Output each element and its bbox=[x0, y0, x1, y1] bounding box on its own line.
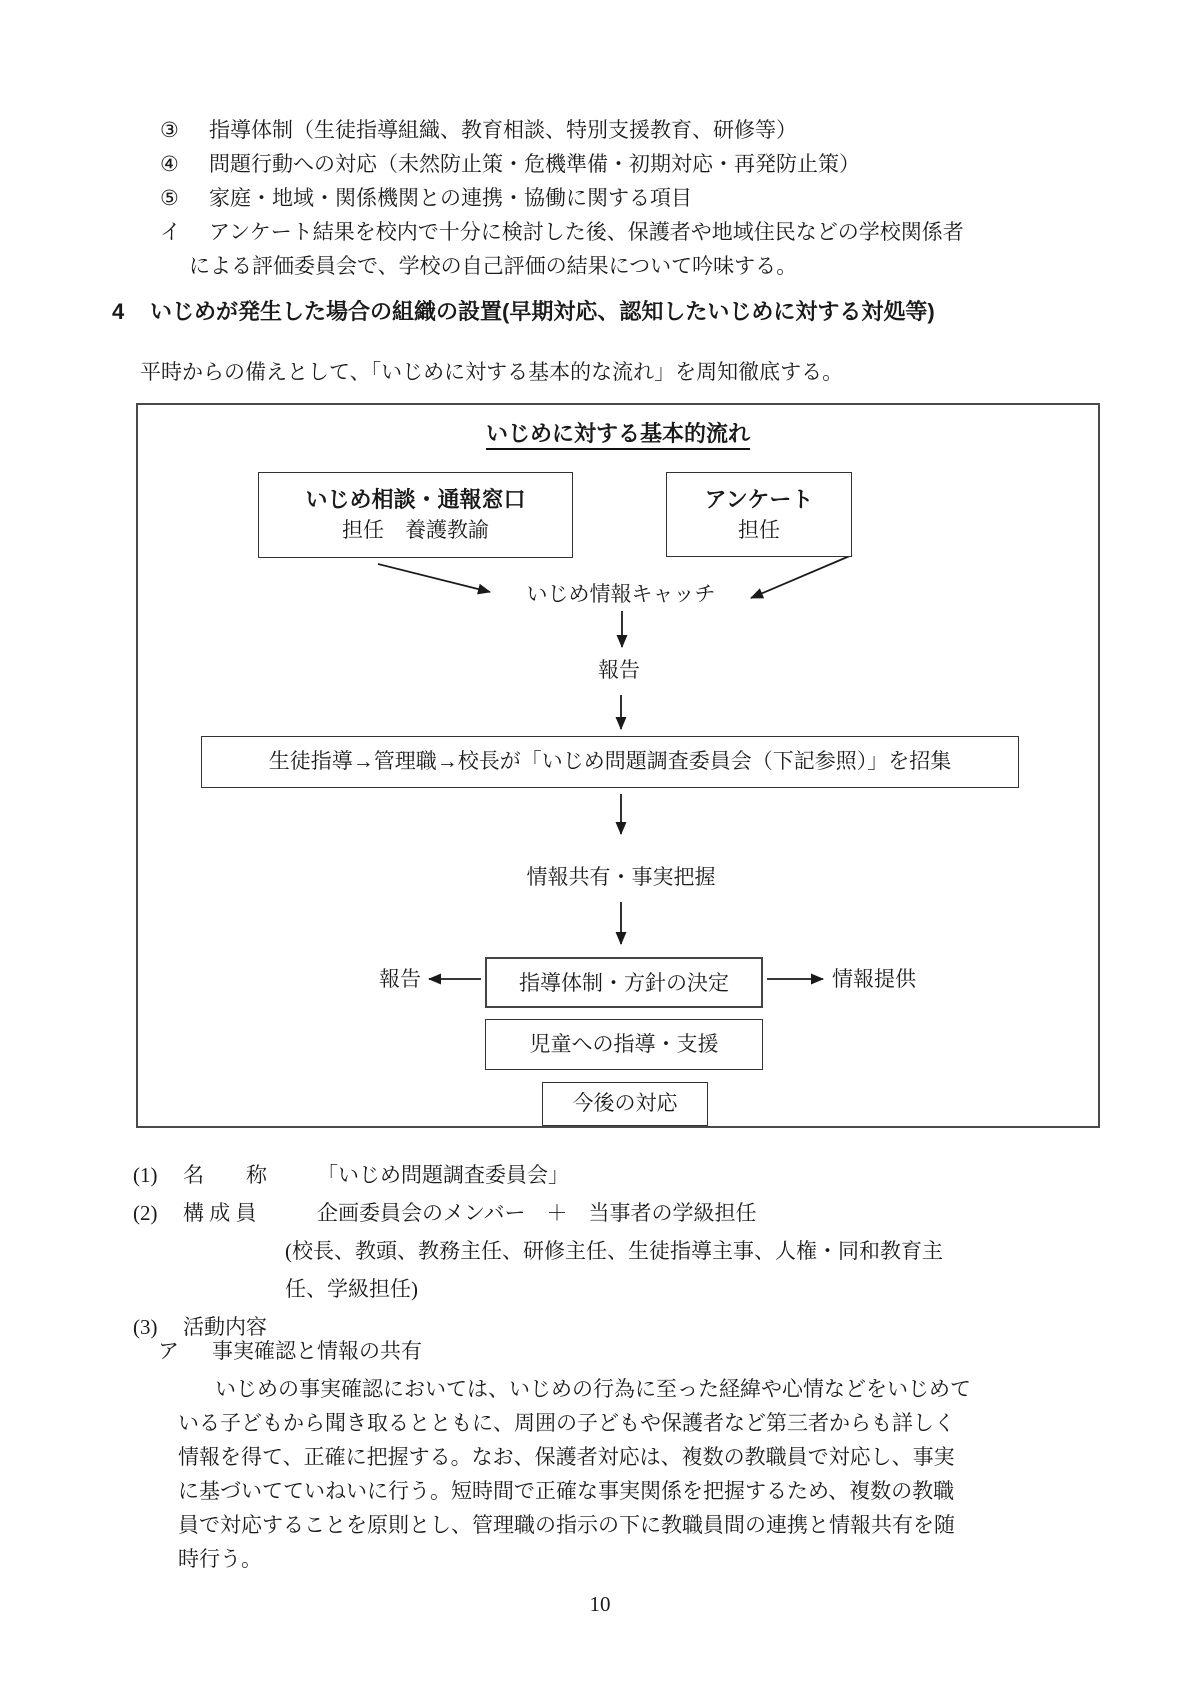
list-text: による評価委員会で、学校の自己評価の結果について吟味する。 bbox=[189, 254, 798, 278]
committee-item-2-continuation bbox=[133, 1270, 1093, 1308]
item-marker: (3) bbox=[133, 1315, 158, 1339]
item-text: (校長、教頭、教務主任、研修主任、生徒指導主事、人権・同和教育主 bbox=[285, 1239, 943, 1263]
paragraph-line: に基づいてていねいに行う。短時間で正確な事実関係を把握するため、複数の教職 bbox=[178, 1479, 955, 1503]
consult-box-title: いじめ相談・通報窓口 bbox=[305, 487, 526, 512]
convene-box: 生徒指導→管理職→校長が「いじめ問題調査委員会（下記参照）」を招集 bbox=[201, 736, 1019, 788]
paragraph-line: いじめの事実確認においては、いじめの行為に至った経緯や心情などをいじめて bbox=[215, 1377, 971, 1401]
guidance-support-box: 児童への指導・支援 bbox=[485, 1019, 763, 1070]
list-marker: ⑤ bbox=[160, 186, 179, 210]
decision-box: 指導体制・方針の決定 bbox=[485, 957, 763, 1008]
sub-item-marker: ア bbox=[158, 1339, 179, 1363]
flowchart-title: いじめに対する基本的流れ bbox=[138, 417, 1098, 448]
item-text: 「いじめ問題調査委員会」 bbox=[317, 1163, 569, 1187]
body-paragraph bbox=[178, 1372, 1048, 1576]
item-marker: (2) bbox=[133, 1201, 158, 1225]
list-item bbox=[160, 147, 1100, 181]
report-label: 報告 bbox=[598, 658, 640, 682]
section-lead: 平時からの備えとして、「いじめに対する基本的な流れ」を周知徹底する。 bbox=[140, 360, 844, 384]
list-text: アンケート結果を校内で十分に検討した後、保護者や地域住民などの学校関係者 bbox=[209, 220, 964, 244]
section-4 bbox=[112, 296, 1102, 386]
report-left-label: 報告 bbox=[379, 967, 421, 991]
item-text: 企画委員会のメンバー ＋ 当事者の学級担任 bbox=[317, 1201, 757, 1225]
list-item bbox=[160, 113, 1100, 147]
item-label: 名 称 bbox=[183, 1163, 267, 1187]
section-title: いじめが発生した場合の組織の設置(早期対応、認知したいじめに対する対処等) bbox=[150, 299, 935, 324]
item-text: 任、学級担任) bbox=[285, 1277, 418, 1301]
committee-details bbox=[133, 1156, 1093, 1346]
section-heading bbox=[112, 296, 1102, 328]
paragraph-line: 員で対応することを原則とし、管理職の指示の下に教職員間の連携と情報共有を随 bbox=[178, 1513, 955, 1537]
item-label: 活動内容 bbox=[183, 1315, 267, 1339]
page-number: 10 bbox=[589, 1592, 611, 1616]
list-item bbox=[160, 215, 1100, 249]
committee-item-2 bbox=[133, 1194, 1093, 1232]
list-item bbox=[160, 181, 1100, 215]
consult-report-box bbox=[258, 472, 573, 558]
committee-item-2-continuation bbox=[133, 1232, 1093, 1270]
paragraph-line: いる子どもから聞き取るとともに、周囲の子どもや保護者など第三者からも詳しく bbox=[178, 1411, 955, 1435]
item-label: 構 成 員 bbox=[183, 1201, 257, 1225]
list-marker: ④ bbox=[160, 152, 179, 176]
paragraph-line: 情報を得て、正確に把握する。なお、保護者対応は、複数の教職員で対応し、事実 bbox=[178, 1445, 955, 1469]
paragraph-line: 時行う。 bbox=[178, 1547, 262, 1571]
info-provide-label: 情報提供 bbox=[832, 967, 916, 991]
list-text: 指導体制（生徒指導組織、教育相談、特別支援教育、研修等） bbox=[209, 118, 797, 142]
survey-box-title: アンケート bbox=[704, 487, 814, 512]
survey-box bbox=[666, 472, 852, 557]
section-number: 4 bbox=[112, 299, 125, 324]
list-text: 家庭・地域・関係機関との連携・協働に関する項目 bbox=[209, 186, 692, 210]
list-item-continuation bbox=[160, 249, 1100, 283]
top-list bbox=[160, 113, 1100, 283]
future-response-box: 今後の対応 bbox=[542, 1082, 708, 1126]
item-marker: (1) bbox=[133, 1163, 158, 1187]
catch-label: いじめ情報キャッチ bbox=[526, 582, 716, 606]
list-marker: ③ bbox=[160, 118, 179, 142]
share-facts-label: 情報共有・事実把握 bbox=[526, 865, 716, 889]
list-text: 問題行動への対応（未然防止策・危機準備・初期対応・再発防止策） bbox=[209, 152, 860, 176]
survey-box-sub: 担任 bbox=[738, 518, 780, 542]
committee-item-1 bbox=[133, 1156, 1093, 1194]
flowchart-frame bbox=[136, 403, 1100, 1128]
consult-box-sub: 担任 養護教諭 bbox=[342, 518, 489, 542]
sub-item-title: 事実確認と情報の共有 bbox=[212, 1339, 422, 1363]
list-marker: イ bbox=[160, 220, 181, 244]
sub-item-a bbox=[158, 1336, 422, 1366]
